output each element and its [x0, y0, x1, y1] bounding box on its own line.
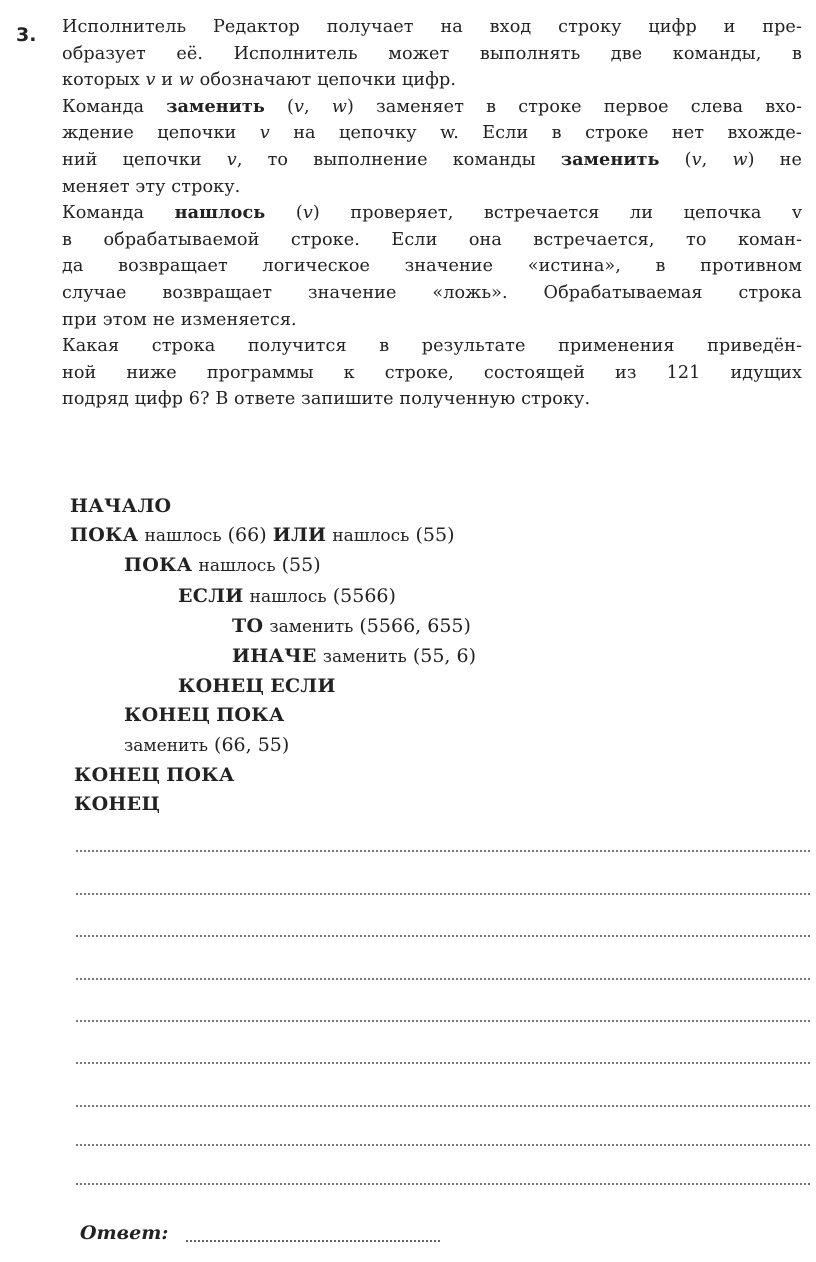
program-line: ИНАЧЕ заменить (55, 6): [232, 645, 476, 668]
answer-draft-line[interactable]: [76, 1020, 810, 1022]
statement-line: да возвращает логическое значение «истина», в противном: [62, 256, 802, 277]
answer-draft-line[interactable]: [76, 850, 810, 852]
program-line: ПОКА нашлось (66) ИЛИ нашлось (55): [70, 524, 455, 547]
program-line: КОНЕЦ: [74, 793, 161, 816]
task-number: 3.: [16, 24, 37, 46]
program-line: КОНЕЦ ПОКА: [74, 763, 235, 786]
program-line: ЕСЛИ нашлось (5566): [178, 584, 396, 607]
program-line: ПОКА нашлось (55): [124, 554, 321, 577]
answer-draft-line[interactable]: [76, 1062, 810, 1064]
answer-draft-line[interactable]: [76, 1144, 810, 1146]
answer-field[interactable]: [186, 1240, 440, 1242]
answer-draft-line[interactable]: [76, 935, 810, 937]
answer-draft-line[interactable]: [76, 893, 810, 895]
statement-line: ной ниже программы к строке, состоящей из 121 идущих: [62, 362, 802, 383]
statement-line: при этом не изменяется.: [62, 309, 297, 330]
program-line: КОНЕЦ ЕСЛИ: [178, 675, 336, 698]
task-statement: [62, 14, 802, 413]
program-line: заменить (66, 55): [124, 733, 290, 756]
answer-draft-line[interactable]: [76, 1183, 810, 1185]
statement-line: Команда заменить (v, w) заменяет в строке первое слева вхо-: [62, 95, 802, 117]
statement-line: Какая строка получится в результате применения приведён-: [62, 336, 802, 357]
statement-line: Команда нашлось (v) проверяет, встречается ли цепочка v: [62, 202, 802, 224]
statement-line: Исполнитель Редактор получает на вход строку цифр и пре-: [62, 17, 802, 37]
statement-line: образует её. Исполнитель может выполнять две команды, в: [62, 43, 802, 64]
statement-line: ждение цепочки v на цепочку w. Если в строке нет вхожде-: [62, 123, 802, 144]
program-line: ТО заменить (5566, 655): [232, 614, 471, 637]
program-line: НАЧАЛО: [70, 495, 172, 517]
statement-line: подряд цифр 6? В ответе запишите полученную строку.: [62, 389, 591, 410]
statement-line: случае возвращает значение «ложь». Обрабатываемая строка: [62, 282, 802, 303]
statement-line: в обрабатываемой строке. Если она встречается, то коман-: [62, 229, 802, 250]
answer-label: Ответ:: [80, 1222, 169, 1244]
answer-draft-line[interactable]: [76, 1105, 810, 1107]
program-line: КОНЕЦ ПОКА: [124, 704, 285, 727]
statement-line: которых v и w обозначают цепочки цифр.: [62, 70, 457, 91]
statement-line: меняет эту строку.: [62, 176, 241, 197]
answer-draft-line[interactable]: [76, 978, 810, 980]
statement-line: ний цепочки v, то выполнение команды заменить (v, w) не: [62, 148, 803, 170]
program-listing: [70, 492, 476, 819]
